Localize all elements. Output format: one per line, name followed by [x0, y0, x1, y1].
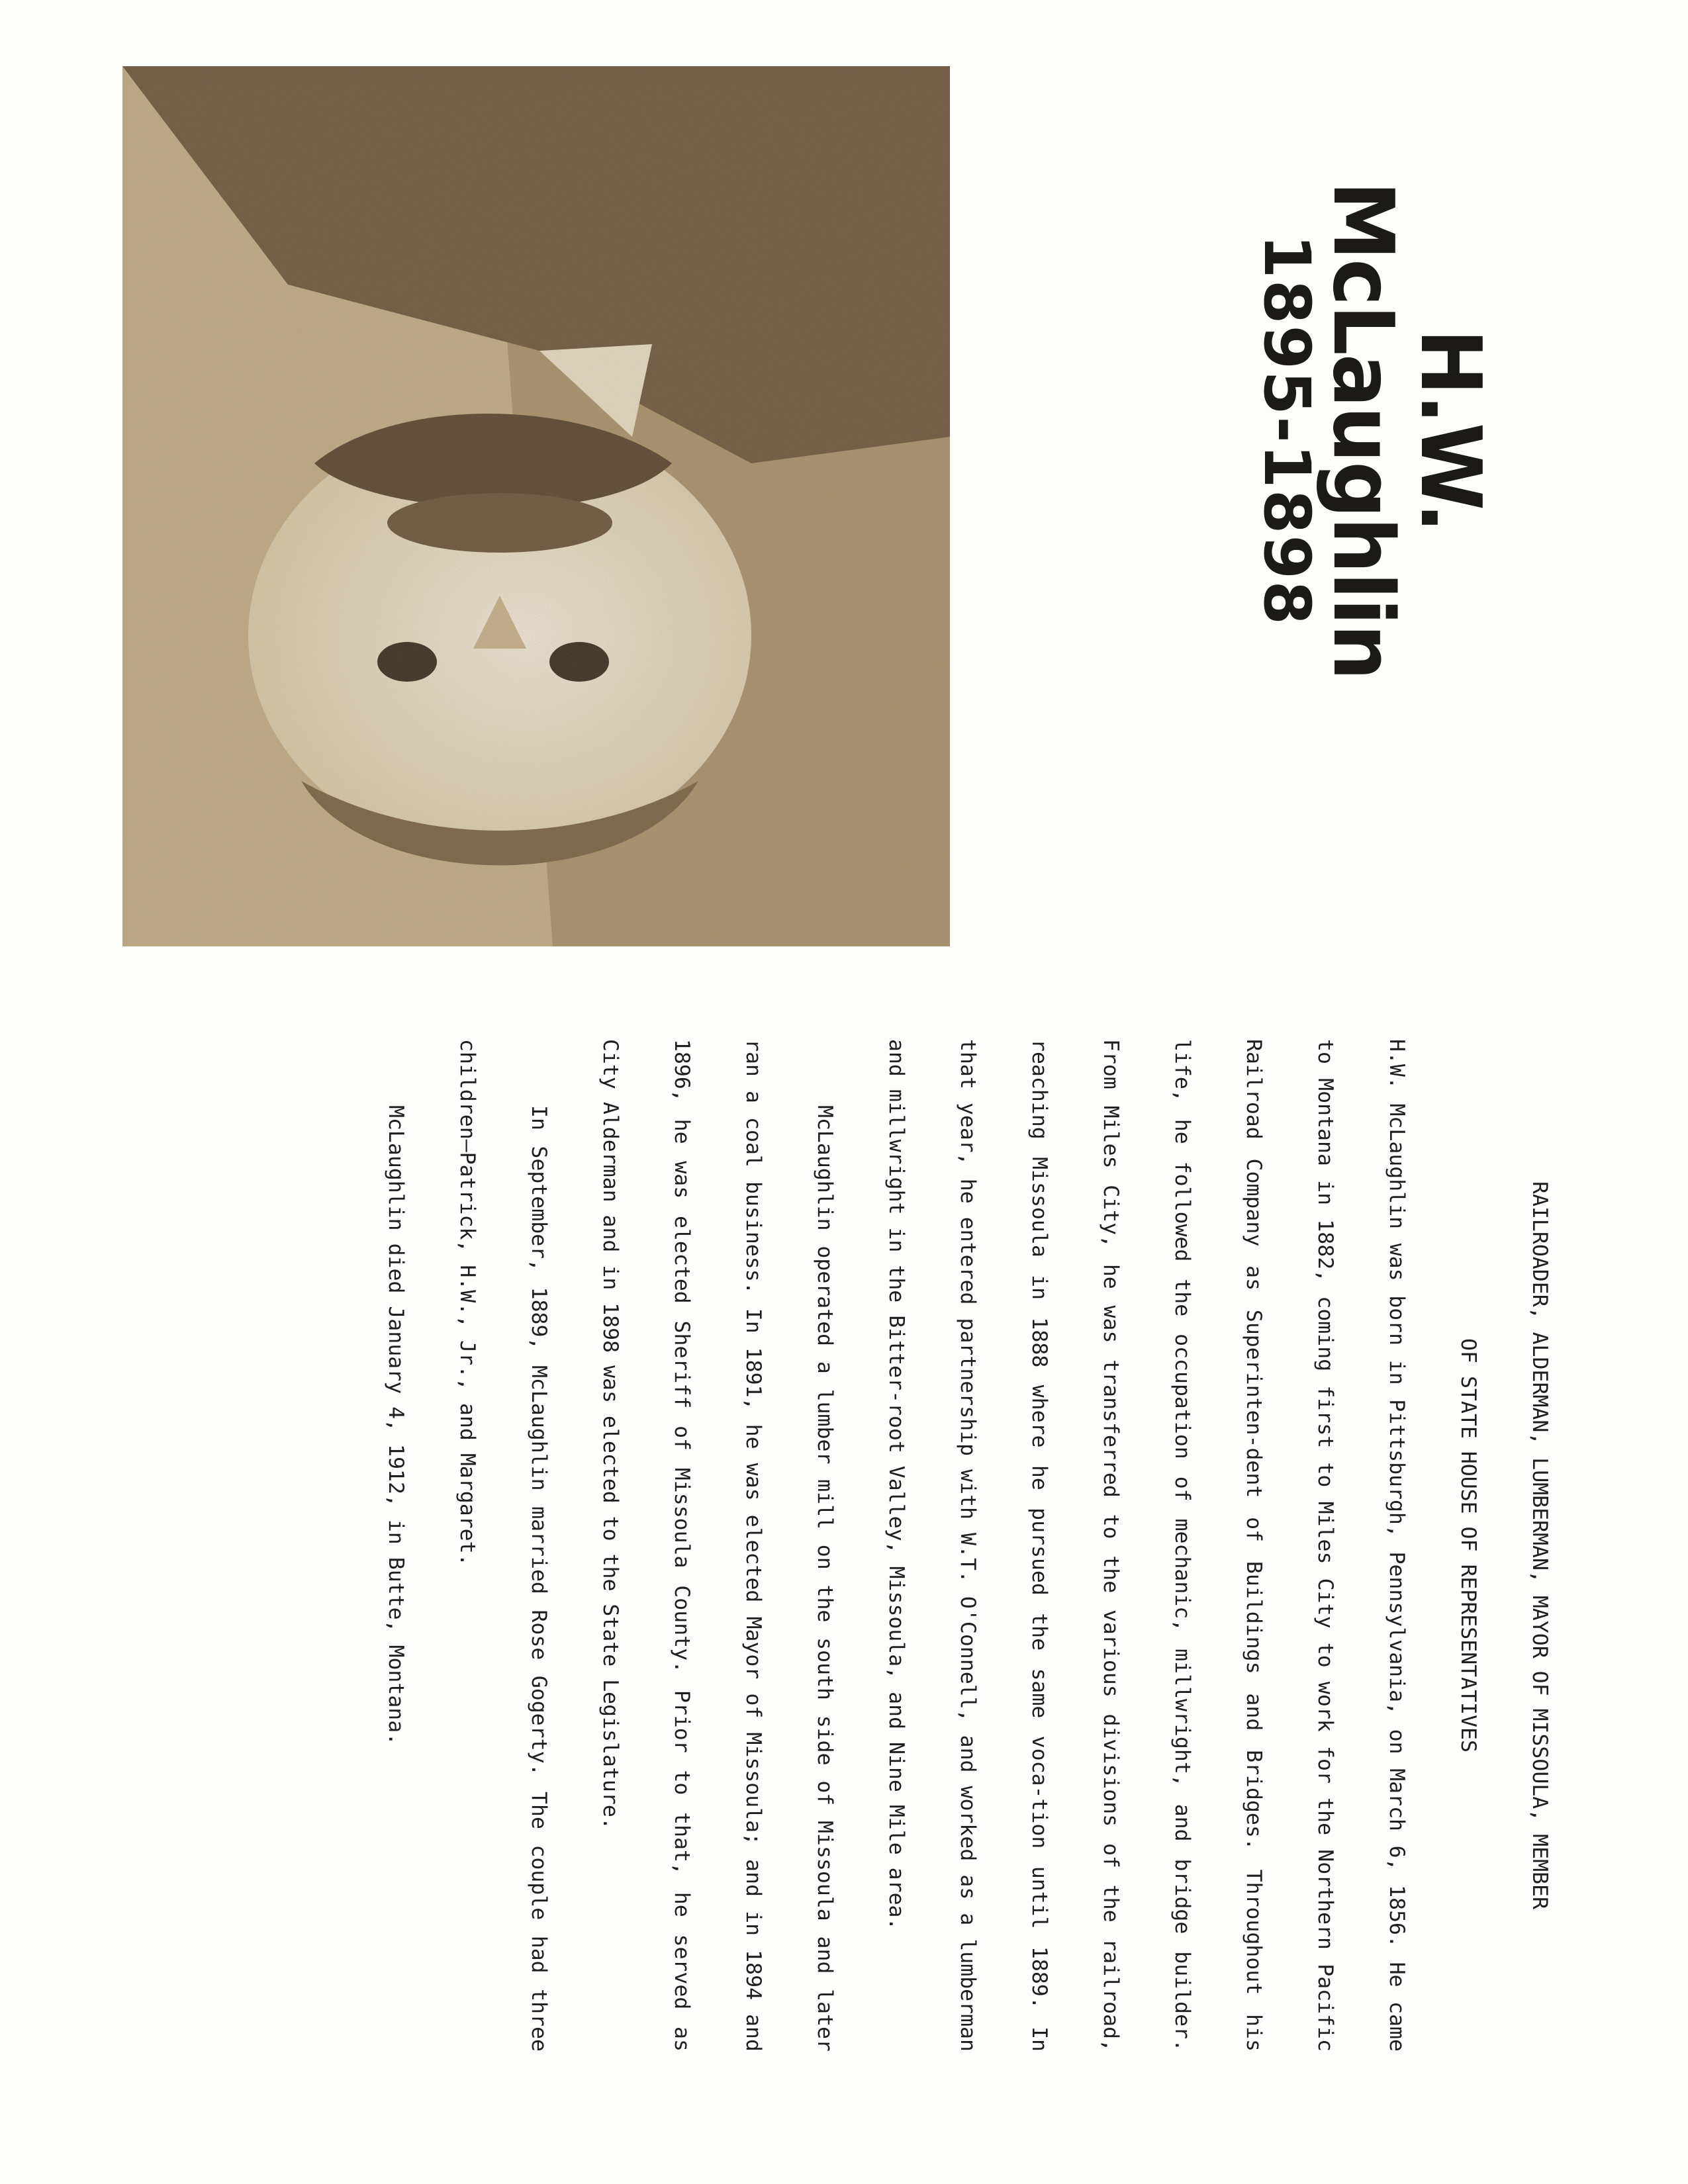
paragraph-career: McLaughlin operated a lumber mill on the south side of Missoula and later ran a coal business. In 1891, he was elected Mayor of Missoula; and in 1894 and 1896, he was elected Sheriff of Missoula County. Prior to that, he served as City Alderman and in 1898 was elected to the State Legislature. [598, 1039, 837, 2052]
biography-text [360, 1039, 1575, 2052]
heading-line-1: RAILROADER, ALDERMAN, LUMBERMAN, MAYOR OF MISSOULA, MEMBER [1528, 1181, 1552, 1909]
person-name-title: H.W. McLaughlin [1314, 181, 1499, 680]
title-block [1250, 93, 1499, 768]
paragraph-family: In September, 1889, McLaughlin married Rose Gogerty. The couple had three children—Patrick, H.W., Jr., and Margaret. [455, 1039, 551, 2052]
paragraph-death: McLaughlin died January 4, 1912, in Butte, Montana. [384, 1105, 408, 1746]
term-years: 1895-1898 [1250, 234, 1324, 627]
portrait-photo [122, 66, 950, 946]
paragraph-early-life: H.W. McLaughlin was born in Pittsburgh, Pennsylvania, on March 6, 1856. He came to Montana in 1882, coming first to Miles City to work for the Northern Pacific Railroad Company as Superinten-dent of Buildings and Bridges. Throughout his life, he followed the occupation of mechanic, millwright, and bridge builder. From Miles City, he was transferred to the various divisions of the railroad, reaching Missoula in 1888 where he pursued the same voca-tion until 1889. In that year, he entered partnership with W.T. O'Connell, and worked as a lumberman and millwright in the Bitter-root Valley, Missoula, and Nine Mile area. [884, 1039, 1409, 2052]
heading-line-2: OF STATE HOUSE OF REPRESENTATIVES [1456, 1338, 1480, 1752]
biography-heading [1432, 1039, 1575, 2052]
